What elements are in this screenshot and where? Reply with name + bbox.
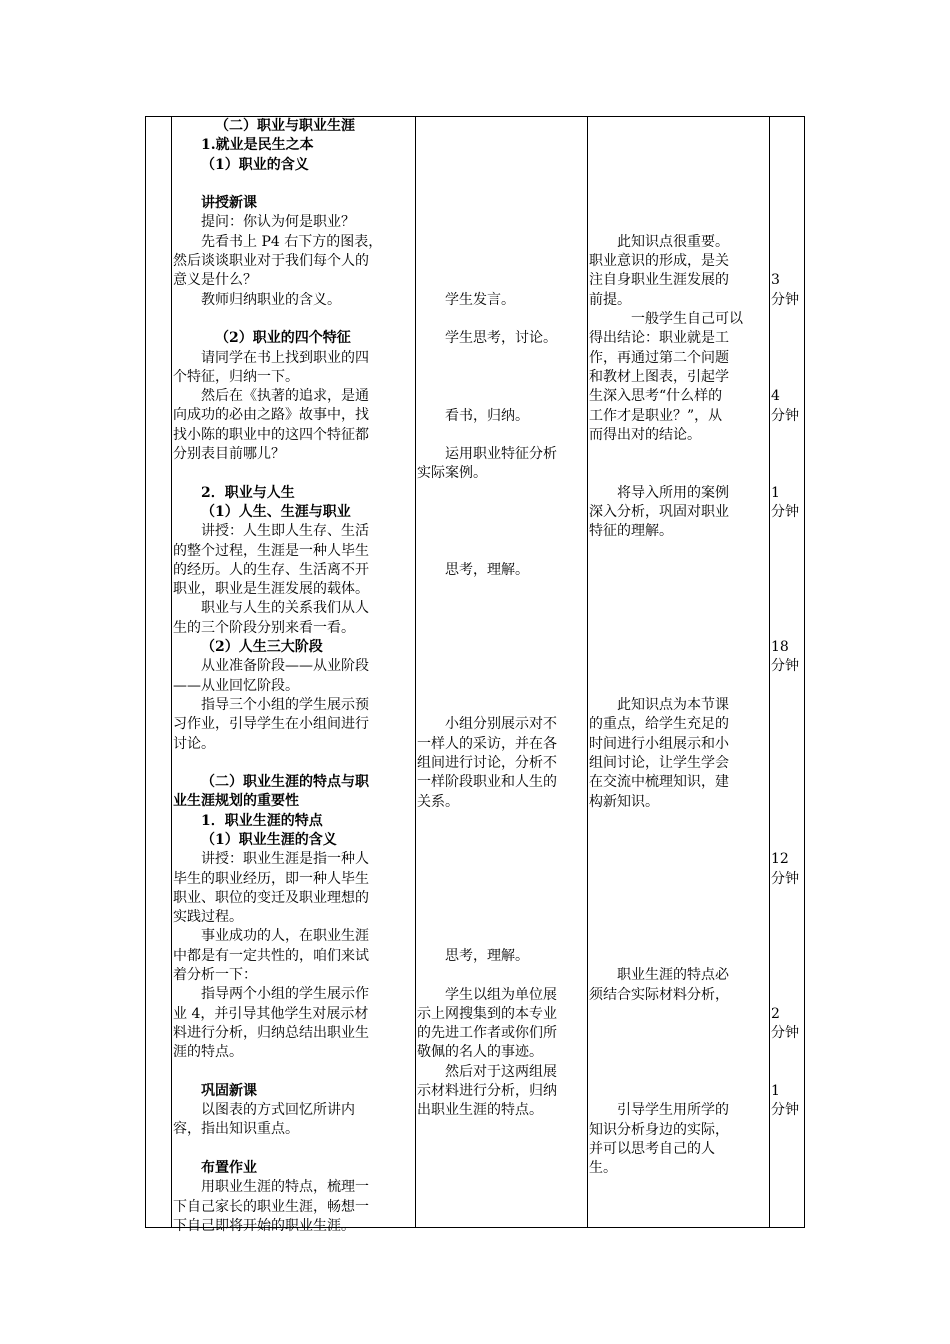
col5-line: 分钟 xyxy=(771,658,799,675)
col2-line: 提问：你认为何是职业？ xyxy=(201,214,355,231)
col2-line: 讲授新课 xyxy=(201,195,257,212)
col2-line: 巩固新课 xyxy=(201,1082,257,1099)
col5-line: 4 xyxy=(771,388,780,405)
col5-line: 分钟 xyxy=(771,1025,799,1042)
col4-line: 职业意识的形成，是关 xyxy=(589,253,729,270)
col2-line: 意义是什么？ xyxy=(173,272,257,289)
col2-line: 实践过程。 xyxy=(173,909,243,926)
col4-line: 须结合实际材料分析， xyxy=(589,986,729,1003)
col3-line: 小组分别展示对不 xyxy=(445,716,557,733)
col2-line: 讲授：人生即人生存、生活 xyxy=(201,523,369,540)
col2-line: 然后谈谈职业对于我们每个人的 xyxy=(173,253,369,270)
col2-line: （二）职业与职业生涯 xyxy=(215,118,355,134)
col5-line: 1 xyxy=(771,484,780,501)
col2-line: 布置作业 xyxy=(201,1160,257,1177)
col2-line: 下自己家长的职业生涯，畅想一 xyxy=(173,1198,369,1215)
col2-line: 以图表的方式回忆所讲内 xyxy=(201,1102,355,1119)
col2-line: 毕生的职业经历，即一种人毕生 xyxy=(173,870,369,887)
col3-line: 然后对于这两组展 xyxy=(445,1063,557,1080)
col2-line: 职业与人生的关系我们从人 xyxy=(201,600,369,617)
col2-line: 1.就业是民生之本 xyxy=(201,137,314,154)
col2-line xyxy=(173,310,413,329)
col4-line: 知识分析身边的实际， xyxy=(589,1121,729,1138)
col2-line: ——从业回忆阶段。 xyxy=(173,677,299,694)
col3-line: 实际案例。 xyxy=(417,465,487,482)
col2-line xyxy=(173,754,413,773)
col2-line: （1）人生、生涯与职业 xyxy=(201,503,351,520)
col2-line: 讨论。 xyxy=(173,735,215,752)
col2-line: （1）职业生涯的含义 xyxy=(201,831,337,848)
col2-line xyxy=(173,175,413,194)
col4-line: 并可以思考自己的人 xyxy=(589,1140,715,1157)
col2-line: 请同学在书上找到职业的四 xyxy=(201,349,369,366)
col3-line: 示上网搜集到的本专业 xyxy=(417,1005,557,1022)
col2-line: 涯的特点。 xyxy=(173,1044,243,1061)
col5-line: 分钟 xyxy=(771,504,799,520)
col4-line: 得出结论：职业就是工 xyxy=(589,330,729,347)
col4-line: 生。 xyxy=(589,1160,617,1177)
col3-line: 思考，理解。 xyxy=(445,561,529,578)
col2-line: 的经历。人的生存、生活离不开 xyxy=(173,561,369,578)
col5-line: 分钟 xyxy=(771,870,799,887)
col2-line xyxy=(173,1063,413,1082)
col2-line xyxy=(173,1140,413,1159)
col3-line: 示材料进行分析，归纳 xyxy=(417,1083,557,1099)
col3-line: 敬佩的名人的事迹。 xyxy=(417,1044,543,1061)
col2-line: 下自己即将开始的职业生涯。 xyxy=(173,1217,355,1234)
col2-line: 料进行分析，归纳总结出职业生 xyxy=(173,1024,369,1041)
col4-line: 将导入所用的案例 xyxy=(617,484,729,501)
col3-line: 一样人的采访，并在各 xyxy=(417,735,557,752)
col2-line: 用职业生涯的特点，梳理一 xyxy=(201,1179,369,1196)
col2-line: （二）职业生涯的特点与职 xyxy=(201,774,369,791)
col4-line: 深入分析，巩固对职业 xyxy=(589,504,729,520)
col5-line: 分钟 xyxy=(771,407,799,424)
col2-line: 然后在《执著的追求，是通 xyxy=(201,388,369,405)
col4-line: 特征的理解。 xyxy=(589,523,673,540)
col4-line: 而得出对的结论。 xyxy=(589,426,701,443)
col2-line: 着分析一下： xyxy=(173,967,257,984)
col2-line: 容，指出知识重点。 xyxy=(173,1121,299,1138)
col5-line: 分钟 xyxy=(771,1102,799,1119)
col2-line: 职业、职位的变迁及职业理想的 xyxy=(173,889,369,906)
col5-line: 18 xyxy=(771,639,789,656)
col3-line: 组间进行讨论，分析不 xyxy=(417,754,557,771)
col2-line: 指导三个小组的学生展示预 xyxy=(201,696,369,713)
col5-line: 3 xyxy=(771,272,780,289)
col2-line: （1）职业的含义 xyxy=(201,156,309,173)
col2-line: 教师归纳职业的含义。 xyxy=(201,291,341,308)
col4-line: 此知识点很重要。 xyxy=(617,233,729,250)
col3-line: 一样阶段职业和人生的 xyxy=(417,774,557,791)
col5-line: 分钟 xyxy=(771,291,799,308)
col3-line: 思考，理解。 xyxy=(445,947,529,964)
col2-line: 1．职业生涯的特点 xyxy=(201,812,323,829)
col3-line: 看书，归纳。 xyxy=(445,407,529,424)
col3-line: 学生以组为单位展 xyxy=(445,986,557,1003)
col2-line: 找小陈的职业中的这四个特征都 xyxy=(173,426,369,443)
col4-line: 前提。 xyxy=(589,291,631,308)
col5-line: 2 xyxy=(771,1005,780,1022)
col2-line: 指导两个小组的学生展示作 xyxy=(201,986,369,1003)
col2-line: 从业准备阶段——从业阶段 xyxy=(201,658,369,675)
col4-line: 生深入思考“什么样的 xyxy=(589,388,723,405)
col5-line: 12 xyxy=(771,851,789,868)
col4-line: 作，再通过第二个问题 xyxy=(589,349,729,366)
col4-line: 此知识点为本节课 xyxy=(617,697,729,713)
col3-line: 学生思考，讨论。 xyxy=(445,330,557,347)
col4-line: 工作才是职业？”，从 xyxy=(589,407,723,424)
col4-line: 一般学生自己可以 xyxy=(631,311,743,327)
col4-line: 的重点，给学生充足的 xyxy=(589,716,729,733)
col2-line: 职业，职业是生涯发展的载体。 xyxy=(173,581,369,598)
table-border-col3 xyxy=(587,117,588,1228)
col2-line: 生的三个阶段分别来看一看。 xyxy=(173,619,355,636)
col2-line xyxy=(173,464,413,483)
col3-line: 运用职业特征分析 xyxy=(445,446,557,463)
col4-line: 时间进行小组展示和小 xyxy=(589,735,729,752)
teacher-activity-column xyxy=(173,117,413,1236)
col2-line: 业生涯规划的重要性 xyxy=(173,793,299,810)
col2-line: 向成功的必由之路》故事中，找 xyxy=(173,407,369,424)
col2-line: 事业成功的人，在职业生涯 xyxy=(201,928,369,945)
col2-line: 的整个过程，生涯是一种人毕生 xyxy=(173,542,369,559)
col2-line: （2）人生三大阶段 xyxy=(201,639,323,656)
col2-line: 分别表目前哪儿？ xyxy=(173,446,285,463)
col2-line: 2．职业与人生 xyxy=(201,484,295,501)
col4-line: 构新知识。 xyxy=(589,793,659,810)
col2-line: （2）职业的四个特征 xyxy=(215,330,351,347)
table-border-right xyxy=(804,117,805,1228)
col2-line: 讲授：职业生涯是指一种人 xyxy=(201,851,369,868)
col4-line: 在交流中梳理知识，建 xyxy=(589,774,729,791)
col4-line: 和教材上图表，引起学 xyxy=(589,368,729,385)
col5-line: 1 xyxy=(771,1083,780,1099)
col4-line: 引导学生用所学的 xyxy=(617,1102,729,1119)
table-border-col4 xyxy=(769,117,770,1228)
col3-line: 关系。 xyxy=(417,793,459,810)
col3-line: 的先进工作者或你们所 xyxy=(417,1025,557,1042)
col4-line: 组间讨论，让学生学会 xyxy=(589,754,729,771)
col3-line: 出职业生涯的特点。 xyxy=(417,1102,543,1119)
table-border-col1 xyxy=(171,117,172,1228)
table-border-col2 xyxy=(415,117,416,1228)
col3-line: 学生发言。 xyxy=(445,291,515,308)
col2-line: 习作业，引导学生在小组间进行 xyxy=(173,716,369,733)
col2-line: 个特征，归纳一下。 xyxy=(173,368,299,385)
table-border-left xyxy=(145,117,146,1228)
col2-line: 业 4，并引导其他学生对展示材 xyxy=(173,1005,369,1022)
col4-line: 职业生涯的特点必 xyxy=(617,967,729,984)
col4-line: 注自身职业生涯发展的 xyxy=(589,272,729,289)
col2-line: 中都是有一定共性的，咱们来试 xyxy=(173,947,369,964)
col2-line: 先看书上 P4 右下方的图表， xyxy=(201,233,383,250)
